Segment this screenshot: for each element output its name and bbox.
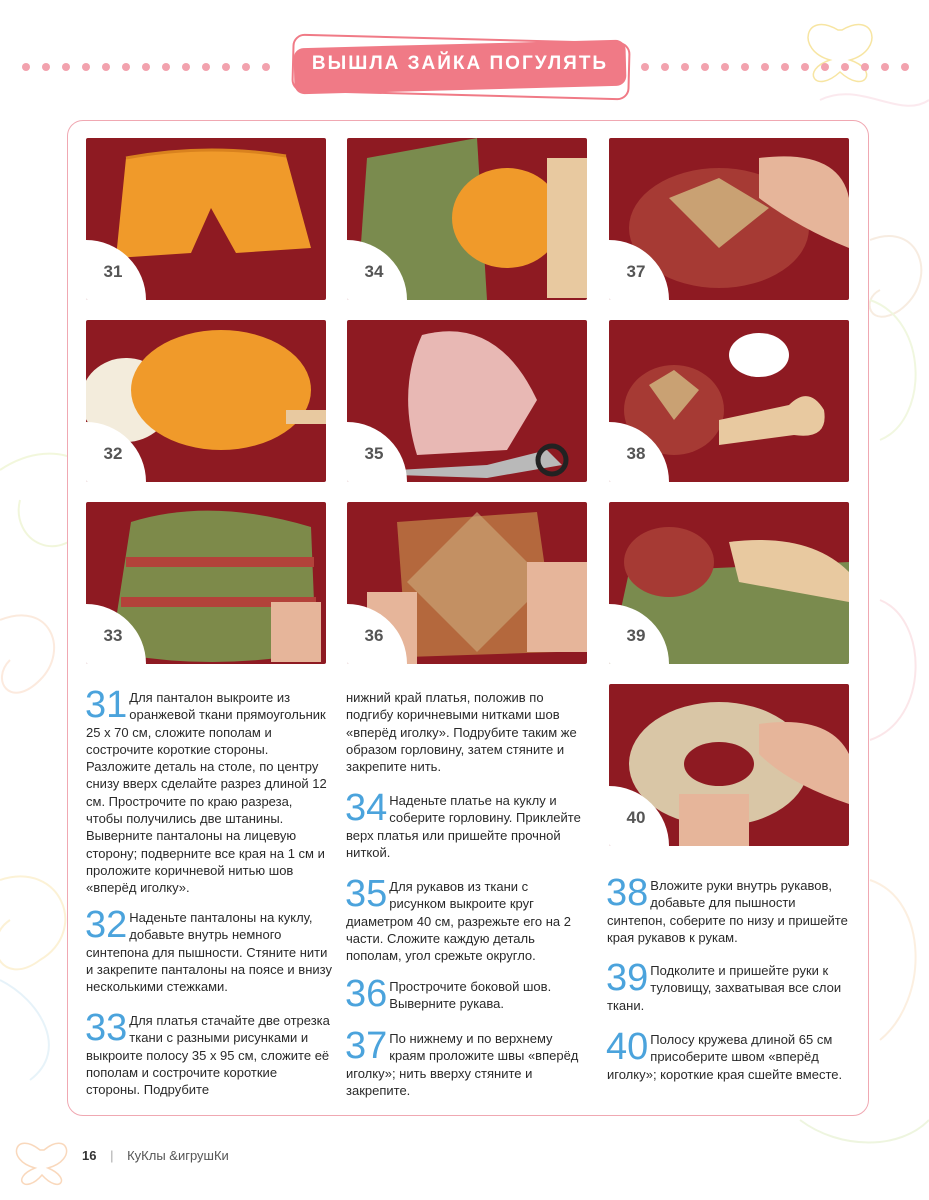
dot-row-right	[641, 63, 909, 73]
step-37	[345, 1025, 586, 1099]
step-badge-36: 36	[355, 617, 393, 655]
step-photo-37	[609, 138, 849, 300]
step-38	[606, 872, 851, 946]
step-text-32: Наденьте панталоны на куклу, добавьте внутрь немного синтепона для пышности. Стяните нити и закрепите панталоны на поясе и внизу несколькими стежками.	[86, 910, 332, 995]
step-photo-34	[347, 138, 587, 300]
step-number-38: 38	[606, 872, 649, 914]
step-text-35: Для рукавов из ткани с рисунком выкроите круг диаметром 40 см, разрежьте его на 2 части. Сложите каждую деталь пополам, угол срежьте округло.	[346, 879, 571, 964]
step-text-36: Прострочите боковой шов. Выверните рукава.	[389, 979, 552, 1012]
step-text-39: Подколите и пришейте руки к туловищу, захватывая все слои ткани.	[607, 963, 842, 1013]
step-badge-34: 34	[355, 253, 393, 291]
step-text-31: Для панталон выкроите из оранжевой ткани прямоугольник 25 х 70 см, сложите пополам и сострочите короткие стороны. Разложите деталь на столе, по центру снизу вверх сделайте разрез длиной 12 см. Прострочите по краю разреза, чтобы получились две штанины. Выверните панталоны на лицевую сторону; подверните все края на 1 см и проложите коричневой нитью шов «вперёд иголку».	[86, 690, 327, 896]
step-photo-35	[347, 320, 587, 482]
step-number-31: 31	[85, 684, 128, 726]
step-33-continued	[346, 689, 586, 775]
step-number-32: 32	[85, 904, 128, 946]
dot-row-left	[22, 63, 270, 73]
magazine-name: КуКлы &игрушКи	[127, 1148, 229, 1163]
step-40	[606, 1026, 851, 1083]
step-photo-31	[86, 138, 326, 300]
step-badge-31: 31	[94, 253, 132, 291]
step-text-33-continued: нижний край платья, положив по подгибу коричневыми нитками шов «вперёд иголку». Подрубите таким же образом горловину, затем стяните и закрепите нить.	[346, 690, 577, 775]
step-text-37: По нижнему и по верхнему краям проложите швы «вперёд иголку»; нить вверху стяните и закрепите.	[346, 1031, 579, 1098]
step-33	[85, 1007, 332, 1098]
step-text-38: Вложите руки внутрь рукавов, добавьте для пышности синтепон, соберите по низу и пришейте края рукавов к рукам.	[607, 878, 848, 945]
step-badge-37: 37	[617, 253, 655, 291]
step-photo-38	[609, 320, 849, 482]
section-title: ВЫШЛА ЗАЙКА ПОГУЛЯТЬ	[311, 53, 609, 74]
step-badge-38: 38	[617, 435, 655, 473]
section-title-badge	[290, 36, 630, 96]
page-footer	[82, 1148, 229, 1163]
footer-separator: |	[110, 1148, 114, 1163]
step-number-34: 34	[345, 787, 388, 829]
step-photo-36	[347, 502, 587, 664]
step-photo-40	[609, 684, 849, 846]
step-number-35: 35	[345, 873, 388, 915]
step-photo-39	[609, 502, 849, 664]
step-number-37: 37	[345, 1025, 388, 1067]
step-badge-35: 35	[355, 435, 393, 473]
step-text-34: Наденьте платье на куклу и соберите горловину. Приклейте верх платья или пришейте прочной ниткой.	[346, 793, 581, 860]
step-badge-32: 32	[94, 435, 132, 473]
step-number-40: 40	[606, 1026, 649, 1068]
step-36	[345, 973, 586, 1015]
step-32	[85, 904, 332, 995]
page-number: 16	[82, 1148, 97, 1163]
step-number-36: 36	[345, 973, 388, 1015]
step-39	[606, 957, 851, 1014]
step-badge-39: 39	[617, 617, 655, 655]
step-number-33: 33	[85, 1007, 128, 1049]
step-text-40: Полосу кружева длиной 65 см присоберите швом «вперёд иголку»; короткие края сшейте вместе.	[607, 1032, 843, 1082]
step-31	[85, 684, 332, 897]
step-34	[345, 787, 586, 861]
step-photo-33	[86, 502, 326, 664]
step-text-33: Для платья стачайте две отрезка ткани с разными рисунками и выкроите полосу 35 х 95 см, сложите её пополам и сострочите короткие стороны. Подрубите	[86, 1013, 330, 1098]
step-badge-40: 40	[617, 799, 655, 837]
step-badge-33: 33	[94, 617, 132, 655]
step-number-39: 39	[606, 957, 649, 999]
step-photo-32	[86, 320, 326, 482]
step-35	[345, 873, 586, 964]
